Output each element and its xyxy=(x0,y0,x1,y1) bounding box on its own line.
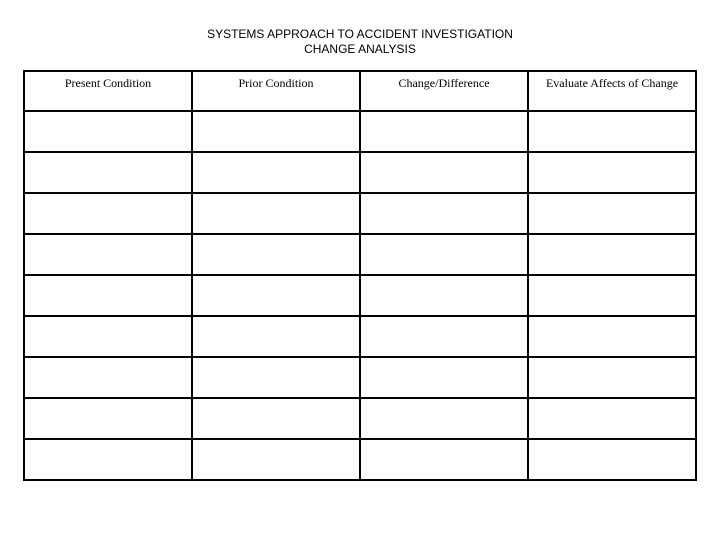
table-cell[interactable] xyxy=(528,234,696,275)
table-cell[interactable] xyxy=(360,439,528,480)
column-header-evaluate-affects: Evaluate Affects of Change xyxy=(528,71,696,111)
header-row xyxy=(24,71,696,111)
table-cell[interactable] xyxy=(192,398,360,439)
table-cell[interactable] xyxy=(192,111,360,152)
table-cell[interactable] xyxy=(24,439,192,480)
table-row xyxy=(24,275,696,316)
table-cell[interactable] xyxy=(192,439,360,480)
table-cell[interactable] xyxy=(24,152,192,193)
table-cell[interactable] xyxy=(24,234,192,275)
table-row xyxy=(24,111,696,152)
table-row xyxy=(24,357,696,398)
table-cell[interactable] xyxy=(192,357,360,398)
table-cell[interactable] xyxy=(360,316,528,357)
document-title xyxy=(0,27,720,57)
table-row xyxy=(24,398,696,439)
table-row xyxy=(24,152,696,193)
table-cell[interactable] xyxy=(528,111,696,152)
table-cell[interactable] xyxy=(528,193,696,234)
table-cell[interactable] xyxy=(360,152,528,193)
table-cell[interactable] xyxy=(528,398,696,439)
column-header-present-condition: Present Condition xyxy=(24,71,192,111)
table-cell[interactable] xyxy=(528,357,696,398)
table-cell[interactable] xyxy=(24,275,192,316)
change-analysis-table xyxy=(23,70,697,481)
table-cell[interactable] xyxy=(528,152,696,193)
table-row xyxy=(24,193,696,234)
title-line-2: CHANGE ANALYSIS xyxy=(304,42,416,56)
table-cell[interactable] xyxy=(192,316,360,357)
table-cell[interactable] xyxy=(24,193,192,234)
table-row xyxy=(24,316,696,357)
table-cell[interactable] xyxy=(24,316,192,357)
table-cell[interactable] xyxy=(24,398,192,439)
table-row xyxy=(24,234,696,275)
table-cell[interactable] xyxy=(528,275,696,316)
column-header-prior-condition: Prior Condition xyxy=(192,71,360,111)
title-line-1: SYSTEMS APPROACH TO ACCIDENT INVESTIGATION xyxy=(207,27,513,41)
table-cell[interactable] xyxy=(24,111,192,152)
table-cell[interactable] xyxy=(528,316,696,357)
column-header-change-difference: Change/Difference xyxy=(360,71,528,111)
table-cell[interactable] xyxy=(24,357,192,398)
table-cell[interactable] xyxy=(192,234,360,275)
table-cell[interactable] xyxy=(360,111,528,152)
table-cell[interactable] xyxy=(360,398,528,439)
table-cell[interactable] xyxy=(192,193,360,234)
table-cell[interactable] xyxy=(360,193,528,234)
table-cell[interactable] xyxy=(192,152,360,193)
table-cell[interactable] xyxy=(360,357,528,398)
table-cell[interactable] xyxy=(528,439,696,480)
table-cell[interactable] xyxy=(360,234,528,275)
table-cell[interactable] xyxy=(360,275,528,316)
table-cell[interactable] xyxy=(192,275,360,316)
table-row xyxy=(24,439,696,480)
